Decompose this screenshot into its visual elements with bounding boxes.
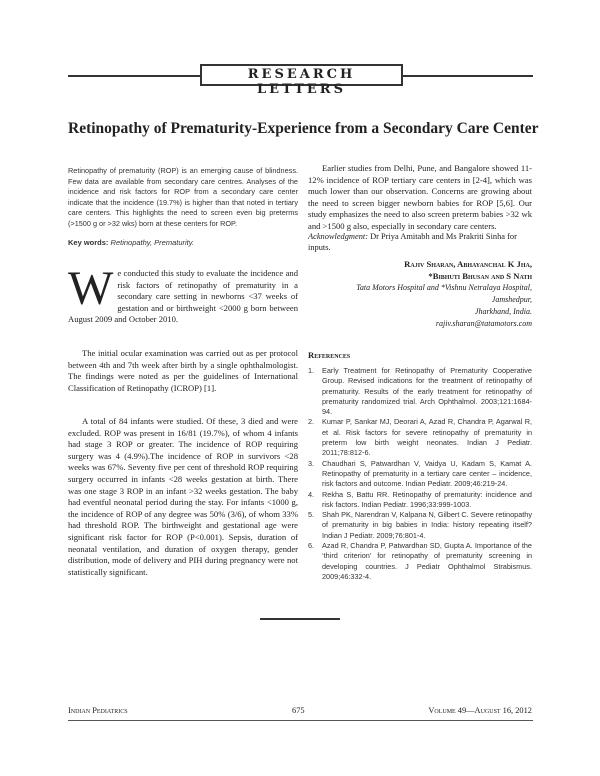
- reference-item: [308, 541, 532, 582]
- end-rule: [260, 618, 340, 620]
- footer-volume: Volume 49—August 16, 2012: [428, 706, 532, 715]
- affiliation-2: Jamshedpur,: [491, 295, 532, 304]
- author-names-1: Rajiv Sharan, Abhayanchal K Jha,: [404, 259, 532, 269]
- abstract: Retinopathy of prematurity (ROP) is an emerging cause of blindness. Few data are available from secondary care centres. Analyses of the incidence and risk factors for ROP from a secondary care center indicate that the incidence (19.7%) is higher than that noted in tertiary care centers. This highlights the need to screen even big preterms (>1500 g or >32 wks) born at these centers for ROP.: [68, 166, 298, 228]
- body-paragraph-3: A total of 84 infants were studied. Of these, 3 died and were excluded. ROP was present in 16/81 (19.7%), of whom 4 infants had stage 3 ROP or greater. The incidence of ROP requiring surgery was 4 (4.9%).The incidence of ROP in survivors <28 weeks was 67%. Seventy five per cent of threshold ROP requiring surgery occurred in infants <28 weeks gestation at birth. There was one stage 3 ROP in an infant >32 weeks gestation. The baby had eventful neonatal period during the stay. For infants <1000 g, the incidence of ROP of any degree was 50% (3/6), of whom 33% had threshold ROP. The birthweight and gestational age were significant risk factor for ROP (P<0.001). Sepsis, duration of neonatal ventilation, and duration of oxygen therapy, gender distribution, mode of delivery and PIH during pregnancy were not statistically significant.: [68, 416, 298, 577]
- affiliation-1: Tata Motors Hospital and *Vishnu Netralaya Hospital,: [356, 283, 532, 292]
- author-email[interactable]: rajiv.sharan@tatamotors.com: [435, 319, 532, 328]
- reference-number: 2.: [308, 417, 315, 427]
- keywords: [68, 238, 298, 247]
- reference-item: [308, 366, 532, 417]
- keywords-value: Retinopathy, Prematurity.: [110, 238, 195, 247]
- drop-cap: W: [68, 262, 114, 315]
- section-label: RESEARCH LETTERS: [247, 67, 356, 97]
- reference-item: [308, 490, 532, 511]
- footer-journal: Indian Pediatrics: [68, 706, 128, 715]
- reference-number: 1.: [308, 366, 315, 375]
- section-banner: [200, 64, 403, 97]
- affiliation-3: Jharkhand, India.: [474, 307, 532, 316]
- reference-number: 3.: [308, 458, 315, 468]
- body-p1-text: e conducted this study to evaluate the incidence and risk factors of retinopathy of prematurity in a secondary care setting in newborns <37 weeks of gestation and or birthweight <2000 g born between August 2009 and October 2010.: [68, 268, 298, 325]
- acknowledgment-label: Acknowledgment:: [308, 232, 368, 241]
- body-paragraph-1: [68, 262, 298, 326]
- reference-list: [308, 366, 532, 582]
- body-paragraph-2: The initial ocular examination was carried out as per protocol between 4th and 7th week after birth by a single ophthalmologist. The findings were noted as per the guidelines of International Classification of Retinopathy (ICROP) [1].: [68, 348, 298, 393]
- reference-text: Kumar P, Sankar MJ, Deorari A, Azad R, Chandra P, Agarwal R, et al. Risk factors for severe retinopathy of prematurity in preterm low birth weight neonates. Indian J Pediatr. 2011;78:812-6.: [322, 417, 532, 458]
- reference-item: [308, 417, 532, 458]
- reference-text: Shah PK, Narendran V, Kalpana N, Gilbert C. Severe retinopathy of prematurity in big babies in India: history repeating itself? Indian J Pediatr. 2009;76:801-4.: [322, 510, 532, 540]
- author-names-2: *Bibhuti Bhusan and S Nath: [428, 271, 532, 281]
- reference-number: 5.: [308, 510, 315, 520]
- acknowledgment-text: Dr Priya Amitabh and Ms Prakriti Sinha for inputs.: [308, 232, 517, 252]
- author-block: [308, 258, 532, 330]
- reference-text: Early Treatment for Retinopathy of Prematurity Cooperative Group. Revised indications for the treatment of retinopathy of prematurity. Results of the early treatment for retinopathy of prematurity randomized trial. Arch Ophthalmol. 2003;121:1684-94.: [322, 366, 532, 417]
- acknowledgment: [308, 231, 532, 253]
- reference-text: Rekha S, Battu RR. Retinopathy of prematurity: incidence and risk factors. Indian Pediatr. 1996;33:999-1003.: [322, 489, 532, 509]
- reference-text: Chaudhari S, Patwardhan V, Vaidya U, Kadam S, Kamat A. Retinopathy of prematurity in a tertiary care center – incidence, risk factors and outcome. Indian Pediatr. 2009;46:219-24.: [322, 458, 532, 489]
- reference-item: [308, 510, 532, 541]
- reference-text: Azad R, Chandra P, Patwardhan SD, Gupta A. Importance of the ‘third criterion’ for retinopathy of prematurity screening in developing countries. J Pediatr Ophthalmol Strabismus. 2009;46:332-4.: [322, 541, 532, 581]
- reference-item: [308, 459, 532, 490]
- body-paragraph-4: Earlier studies from Delhi, Pune, and Bangalore showed 11-12% incidence of ROP tertiary care centers in [2-4], which was much lower than our observation. Concerns are growing about the need to screen bigger newborn babies for ROP [5,6]. Our study emphasizes the need to also screen preterm babies >32 wk and >1500 g also, especially in secondary care centers.: [308, 163, 532, 231]
- reference-number: 6.: [308, 541, 315, 551]
- keywords-label: Key words:: [68, 238, 109, 247]
- footer-page-number: 675: [292, 706, 305, 715]
- references-heading: References: [308, 350, 351, 360]
- footer-rule: [68, 720, 533, 721]
- reference-number: 4.: [308, 489, 315, 499]
- article-title: Retinopathy of Prematurity-Experience from a Secondary Care Center: [68, 120, 539, 137]
